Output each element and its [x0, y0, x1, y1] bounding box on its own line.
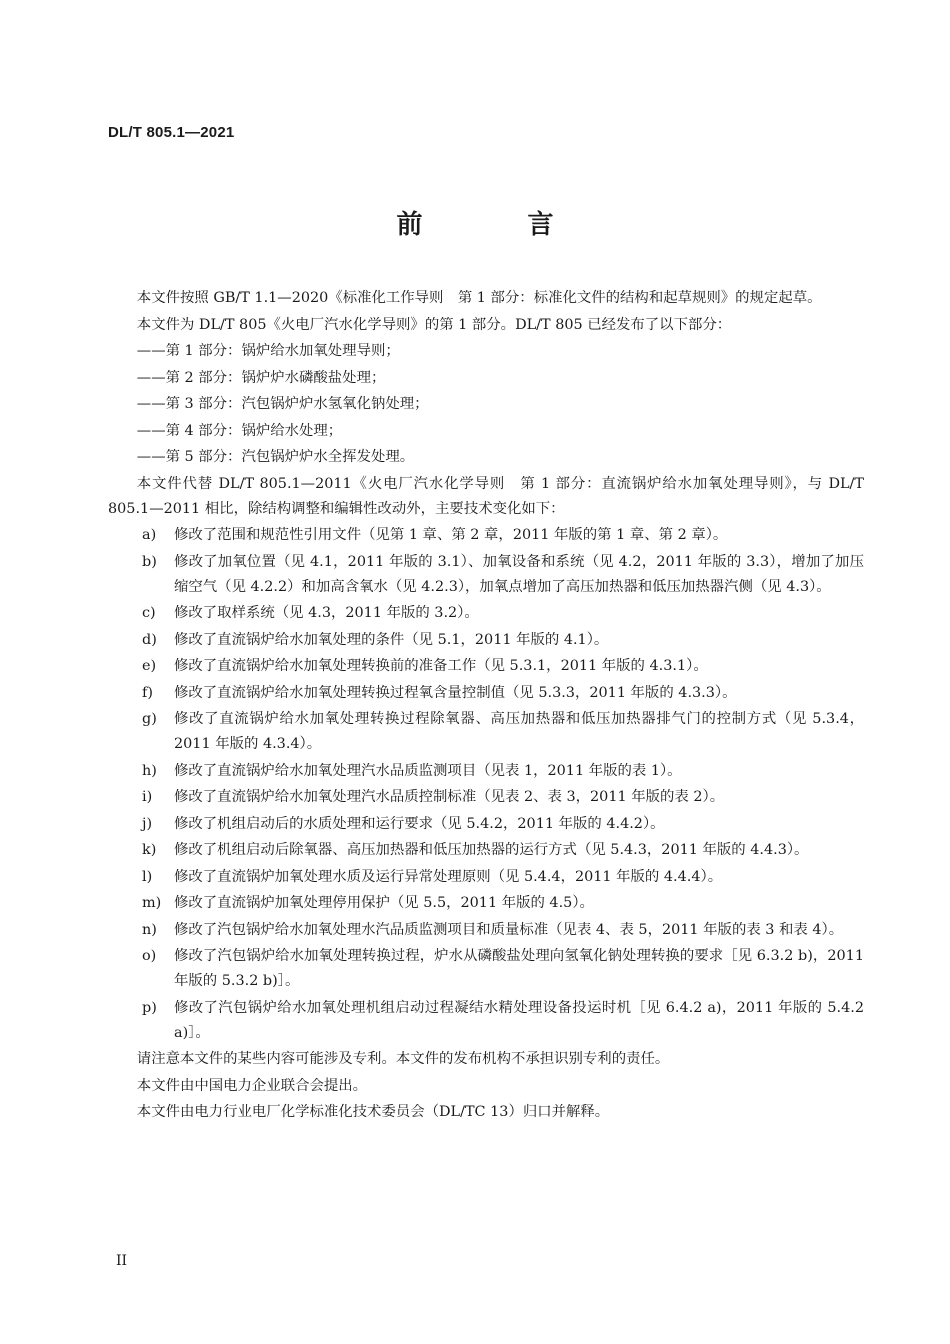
changes-list	[108, 523, 864, 1046]
item-text: 修改了范围和规范性引用文件（见第 1 章、第 2 章，2011 年版的第 1 章、第 2 章）。	[174, 527, 728, 543]
item-letter: e)	[142, 658, 157, 674]
item-letter: d)	[142, 631, 157, 648]
closing-paragraph: 请注意本文件的某些内容可能涉及专利。本文件的发布机构不承担识别专利的责任。	[136, 1051, 670, 1067]
change-item	[108, 601, 864, 626]
part-list-item: ——第 4 部分：锅炉给水处理；	[136, 422, 343, 439]
item-text: 修改了直流锅炉加氧处理停用保护（见 5.5，2011 年版的 4.5）。	[174, 895, 594, 911]
change-item	[108, 550, 864, 600]
item-letter: k)	[142, 842, 157, 858]
closing-paragraph: 本文件由电力行业电厂化学标准化技术委员会（DL/TC 13）归口并解释。	[136, 1104, 610, 1120]
item-text: 修改了机组启动后的水质处理和运行要求（见 5.4.2，2011 年版的 4.4.2）。	[174, 815, 665, 832]
change-item	[108, 865, 864, 890]
item-text: 修改了汽包锅炉给水加氧处理水汽品质监测项目和质量标准（见表 4、表 5，2011 年版的表 3 和表 4）。	[174, 921, 844, 938]
change-item	[108, 759, 864, 784]
item-text: 修改了汽包锅炉给水加氧处理转换过程，炉水从磷酸盐处理向氢氧化钠处理转换的要求［见 6.3.2 b)，2011 年版的 5.3.2 b)］。	[174, 948, 864, 989]
change-item	[108, 891, 864, 916]
item-letter: o)	[142, 948, 157, 964]
change-item	[108, 996, 864, 1046]
part-list-item: ——第 2 部分：锅炉炉水磷酸盐处理；	[136, 369, 386, 386]
item-text: 修改了直流锅炉给水加氧处理转换前的准备工作（见 5.3.1，2011 年版的 4.3.1）。	[174, 658, 708, 674]
change-item	[108, 681, 864, 706]
closing-paragraph: 本文件由中国电力企业联合会提出。	[136, 1077, 368, 1094]
page-number: II	[116, 1253, 128, 1269]
item-letter: a)	[142, 527, 157, 543]
item-text: 修改了汽包锅炉给水加氧处理机组启动过程凝结水精处理设备投运时机［见 6.4.2 a)，2011 年版的 5.4.2 a)］。	[174, 999, 864, 1041]
part-list-item: ——第 3 部分：汽包锅炉炉水氢氧化钠处理；	[136, 396, 429, 412]
page-title: 前 言	[396, 210, 602, 240]
intro-paragraph: 本文件为 DL/T 805《火电厂汽水化学导则》的第 1 部分。DL/T 805 已经发布了以下部分：	[136, 316, 732, 333]
change-item	[108, 918, 864, 943]
change-item	[108, 785, 864, 810]
foreword-body	[108, 286, 864, 1127]
change-item	[108, 523, 864, 548]
change-item	[108, 628, 864, 653]
item-text: 修改了直流锅炉给水加氧处理的条件（见 5.1，2011 年版的 4.1）。	[174, 631, 609, 648]
item-letter: m)	[142, 895, 162, 911]
change-item	[108, 812, 864, 837]
item-text: 修改了直流锅炉给水加氧处理汽水品质控制标准（见表 2、表 3，2011 年版的表 2）。	[174, 789, 725, 805]
item-letter: l)	[142, 868, 153, 885]
replace-paragraph: 本文件代替 DL/T 805.1—2011《火电厂汽水化学导则 第 1 部分：直流锅炉给水加氧处理导则》，与 DL/T 805.1—2011 相比，除结构调整和编辑性改动外，主要技术变化如下：	[108, 475, 864, 517]
item-letter: h)	[142, 762, 157, 779]
part-list-item: ——第 5 部分：汽包锅炉炉水全挥发处理。	[136, 449, 415, 465]
item-letter: i)	[142, 789, 153, 805]
item-text: 修改了直流锅炉给水加氧处理转换过程氧含量控制值（见 5.3.3，2011 年版的 4.3.3）。	[174, 684, 737, 701]
change-item	[108, 654, 864, 679]
item-letter: p)	[142, 999, 157, 1016]
item-text: 修改了直流锅炉给水加氧处理汽水品质监测项目（见表 1，2011 年版的表 1）。	[174, 762, 682, 779]
item-text: 修改了直流锅炉加氧处理水质及运行异常处理原则（见 5.4.4，2011 年版的 4.4.4）。	[174, 868, 723, 885]
intro-paragraph: 本文件按照 GB/T 1.1—2020《标准化工作导则 第 1 部分：标准化文件的结构和起草规则》的规定起草。	[136, 290, 822, 306]
item-text: 修改了机组启动后除氧器、高压加热器和低压加热器的运行方式（见 5.4.3，2011 年版的 4.4.3）。	[174, 842, 809, 858]
document-code: DL/T 805.1—2021	[108, 124, 235, 141]
item-text: 修改了加氧位置（见 4.1，2011 年版的 3.1）、加氧设备和系统（见 4.2，2011 年版的 3.3），增加了加压缩空气（见 4.2.2）和加高含氧水（见 4.2.3），加氧点增加了高压加热器和低压加热器汽侧（见 4.3）。	[174, 553, 864, 595]
item-letter: f)	[142, 684, 153, 701]
item-letter: c)	[142, 605, 156, 621]
change-item	[108, 707, 864, 757]
item-text: 修改了取样系统（见 4.3，2011 年版的 3.2）。	[174, 605, 479, 621]
change-item	[108, 838, 864, 863]
item-letter: g)	[142, 711, 157, 727]
item-letter: j)	[142, 815, 153, 832]
item-letter: b)	[142, 553, 157, 570]
item-letter: n)	[142, 921, 157, 938]
item-text: 修改了直流锅炉给水加氧处理转换过程除氧器、高压加热器和低压加热器排气门的控制方式（见 5.3.4，2011 年版的 4.3.4）。	[174, 711, 864, 752]
change-item	[108, 944, 864, 994]
part-list-item: ——第 1 部分：锅炉给水加氧处理导则；	[136, 343, 400, 359]
